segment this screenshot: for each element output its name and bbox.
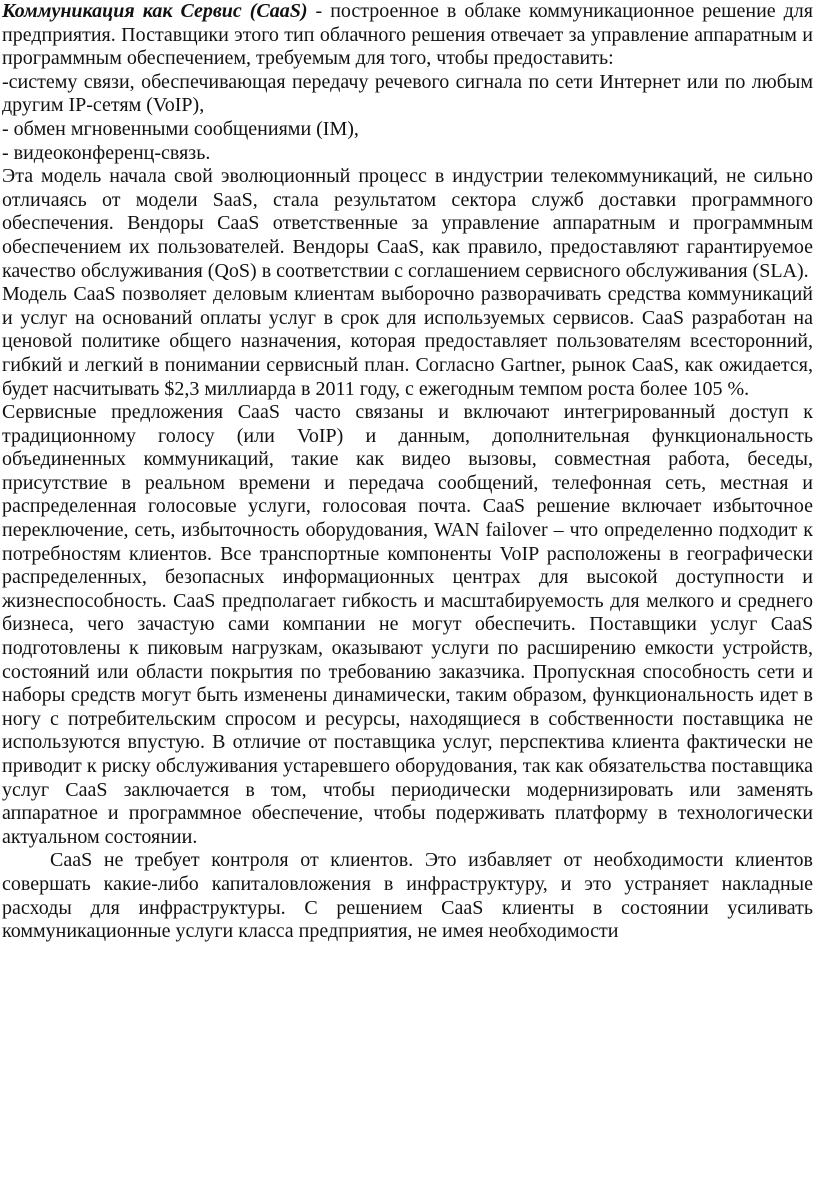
paragraph-business-model: Модель CaaS позволяет деловым клиентам выборочно разворачивать средства коммуникаций и услуг на оснований оплаты услуг в срок для используемых сервисов. CaaS разработан на ценовой политике общего назначения, которая предоставляет пользователям всесторонний, гибкий и легкий в понимании сервисный план. Согласно Gartner, рынок CaaS, как ожидается, будет насчитывать $2,3 миллиарда в 2011 году, с ежегодным темпом роста более 105 %. <box>2 283 813 400</box>
document-title: Коммуникация как Сервис (CaaS) <box>2 0 308 22</box>
list-item-voip: -систему связи, обеспечивающая передачу речевого сигнала по сети Интернет или по любым другим IP-сетям (VoIP), <box>2 70 813 117</box>
paragraph-service-offerings: Сервисные предложения CaaS часто связаны и включают интегрированный доступ к традиционному голосу (или VoIP) и данным, дополнительная функциональность объединенных коммуникаций, такие как видео вызовы, совместная работа, беседы, присутствие в реальном времени и передача сообщений, телефонная сеть, местная и распределенная голосовые услуги, голосовая почта. CaaS решение включает избыточное переключение, сеть, избыточность оборудования, WAN failover – что определенно подходит к потребностям клиентов. Все транспортные компоненты VoIP расположены в географически распределенных, безопасных информационных центрах для высокой доступности и жизнеспособность. CaaS предполагает гибкость и масштабируемость для мелкого и среднего бизнеса, чего зачастую сами компании не могут обеспечить. Поставщики услуг CaaS подготовлены к пиковым нагрузкам, оказывают услуги по расширению емкости устройств, состояний или области покрытия по требованию заказчика. Пропускная способность сети и наборы средств могут быть изменены динамически, таким образом, функциональность идет в ногу с потребительским спросом и ресурсы, находящиеся в собственности поставщика не используются впустую. В отличие от поставщика услуг, перспектива клиента фактически не приводит к риску обслуживания устаревшего оборудования, так как обязательства поставщика услуг CaaS заключается в том, чтобы периодически модернизировать или заменять аппаратное и программное обеспечение, чтобы подерживать платформу в технологически актуальном состоянии. <box>2 401 813 848</box>
list-item-im: - обмен мгновенными сообщениями (IM), <box>2 117 359 140</box>
intro-text: - построенное в облаке коммуникационное решение для предприятия. Поставщики этого тип облачного решения отвечает за управление аппаратным и программным обеспечением, требуемым для того, чтобы предоставить: <box>2 0 813 70</box>
paragraph-evolution: Эта модель начала свой эволюционный процесс в индустрии телекоммуникаций, не сильно отличаясь от модели SaaS, стала результатом сектора служб доставки программного обеспечения. Вендоры CaaS ответственные за управление аппаратным и программным обеспечением их пользователей. Вендоры CaaS, как правило, предоставляют гарантируемое качество обслуживания (QoS) в соответствии с соглашением сервисного обслуживания (SLA). <box>2 165 813 282</box>
paragraph-no-control: CaaS не требует контроля от клиентов. Это избавляет от необходимости клиентов совершать какие-либо капиталовложения в инфраструктуру, и это устраняет накладные расходы для инфраструктуры. С решением CaaS клиенты в состоянии усиливать коммуникационные услуги класса предприятия, не имея необходимости <box>2 849 813 943</box>
list-item-video: - видеоконференц-связь. <box>2 141 211 164</box>
intro-paragraph <box>2 0 813 71</box>
